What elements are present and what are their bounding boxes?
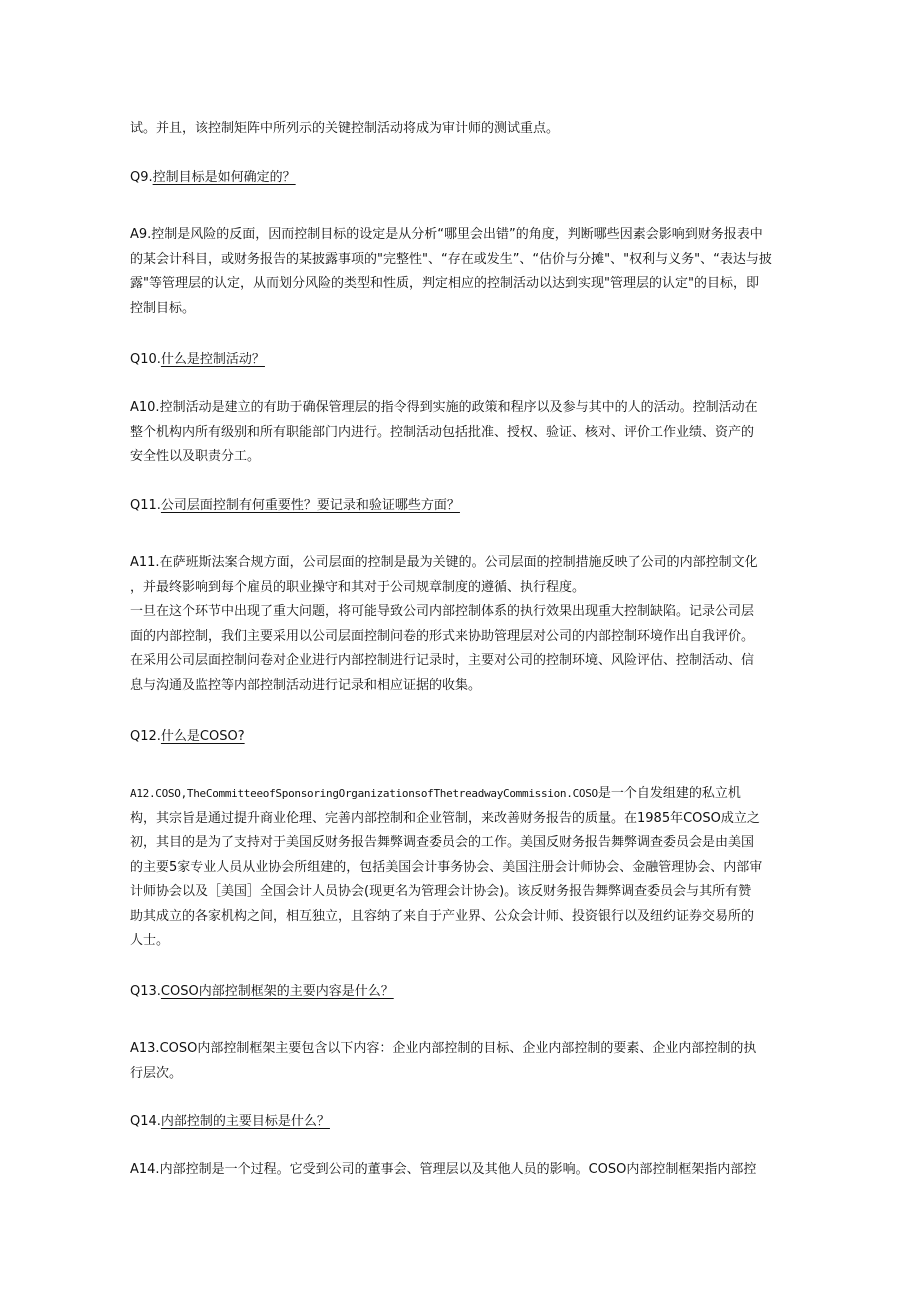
intro-paragraph [130,117,790,142]
paragraph-line: 的主要5家专业人员从业协会所组建的，包括美国会计事务协会、美国注册会计师协会、金融管理协会、内部审 [130,859,763,875]
coso-full-name: A12.COSO,TheCommitteeofSponsoringOrganizationsofThetreadwayCommission.COSO [130,787,598,800]
question-text: 内部控制的主要目标是什么？ [160,1114,330,1129]
paragraph-line: A13.COSO内部控制框架主要包含以下内容：企业内部控制的目标、企业内部控制的要素、企业内部控制的执 [130,1041,757,1056]
question-q13 [130,982,790,1002]
paragraph-line [130,782,790,807]
question-text: COSO内部控制框架的主要内容是什么？ [160,984,394,999]
answer-a12 [130,782,790,954]
paragraph-line: A11.在萨班斯法案合规方面，公司层面的控制是最为关键的。公司层面的控制措施反映了公司的内部控制文化 [130,555,758,570]
paragraph-line: 人士。 [130,933,170,948]
answer-a13 [130,1037,790,1086]
paragraph-line: A14.内部控制是一个过程。它受到公司的董事会、管理层以及其他人员的影响。COSO内部控制框架指内部控 [130,1162,757,1177]
question-number: Q11. [130,498,161,513]
paragraph-line: 计师协会以及［美国］全国会计人员协会(现更名为管理会计协会)。该反财务报告舞弊调查委员会与其所有赞 [130,884,752,899]
paragraph-line: 行层次。 [130,1065,183,1081]
paragraph-line: 面的内部控制，我们主要采用以公司层面控制问卷的形式来协助管理层对公司的内部控制环境作出自我评价。 [130,628,755,644]
question-text: 公司层面控制有何重要性？要记录和验证哪些方面？ [160,498,460,513]
paragraph-line: A9.控制是风险的反面，因而控制目标的设定是从分析“哪里会出错”的角度，判断哪些因素会影响到财务报表中 [130,227,763,242]
paragraph-line: 的某会计科目，或财务报告的某披露事项的"完整性"、“存在或发生”、“估价与分摊"、"权利与义务"、“表达与披 [130,251,772,267]
question-text: 什么是COSO? [160,729,245,744]
paragraph-line: 试。并且，该控制矩阵中所列示的关键控制活动将成为审计师的测试重点。 [130,121,560,136]
question-number: Q12. [130,729,161,744]
paragraph-line: 露"等管理层的认定，从而划分风险的类型和性质，判定相应的控制活动以达到实现"管理层的认定"的目标，即 [130,276,759,291]
question-q9 [130,168,790,188]
paragraph-line: 息与沟通及监控等内部控制活动进行记录和相应证据的收集。 [130,677,482,693]
paragraph-line: 初，其目的是为了支持对于美国反财务报告舞弊调查委员会的工作。美国反财务报告舞弊调查委员会是由美国 [130,835,755,850]
paragraph-line: 助其成立的各家机构之间，相互独立，且容纳了来自于产业界、公众会计师、投资银行以及纽约证券交易所的 [130,908,755,924]
paragraph-line: 构，其宗旨是通过提升商业伦理、完善内部控制和企业管制，来改善财务报告的质量。在1985年COSO成立之 [130,810,760,826]
question-number: Q13. [130,984,161,999]
paragraph-line: A10.控制活动是建立的有助于确保管理层的指令得到实施的政策和程序以及参与其中的人的活动。控制活动在 [130,400,758,415]
answer-a11 [130,551,790,698]
paragraph-text: 是一个自发组建的私立机 [597,786,741,801]
answer-a14 [130,1158,790,1183]
paragraph-line: 一旦在这个环节中出现了重大问题，将可能导致公司内部控制体系的执行效果出现重大控制缺陷。记录公司层 [130,604,755,619]
paragraph-line: 安全性以及职责分工。 [130,449,261,464]
question-q12 [130,727,790,747]
paragraph-line: ，并最终影响到每个雇员的职业操守和其对于公司规章制度的遵循、执行程度。 [130,579,586,595]
answer-a10 [130,396,790,470]
question-q10 [130,350,790,370]
question-q11 [130,496,790,516]
question-number: Q10. [130,352,161,367]
question-q14 [130,1112,790,1132]
paragraph-line: 控制目标。 [130,300,196,316]
paragraph-line: 在采用公司层面控制问卷对企业进行内部控制进行记录时，主要对公司的控制环境、风险评估、控制活动、信 [130,653,755,668]
question-number: Q9. [130,170,153,185]
question-text: 什么是控制活动？ [160,352,265,367]
question-number: Q14. [130,1114,161,1129]
answer-a9 [130,223,790,321]
paragraph-line: 整个机构内所有级别和所有职能部门内进行。控制活动包括批准、授权、验证、核对、评价工作业绩、资产的 [130,424,755,440]
question-text: 控制目标是如何确定的？ [152,170,296,185]
